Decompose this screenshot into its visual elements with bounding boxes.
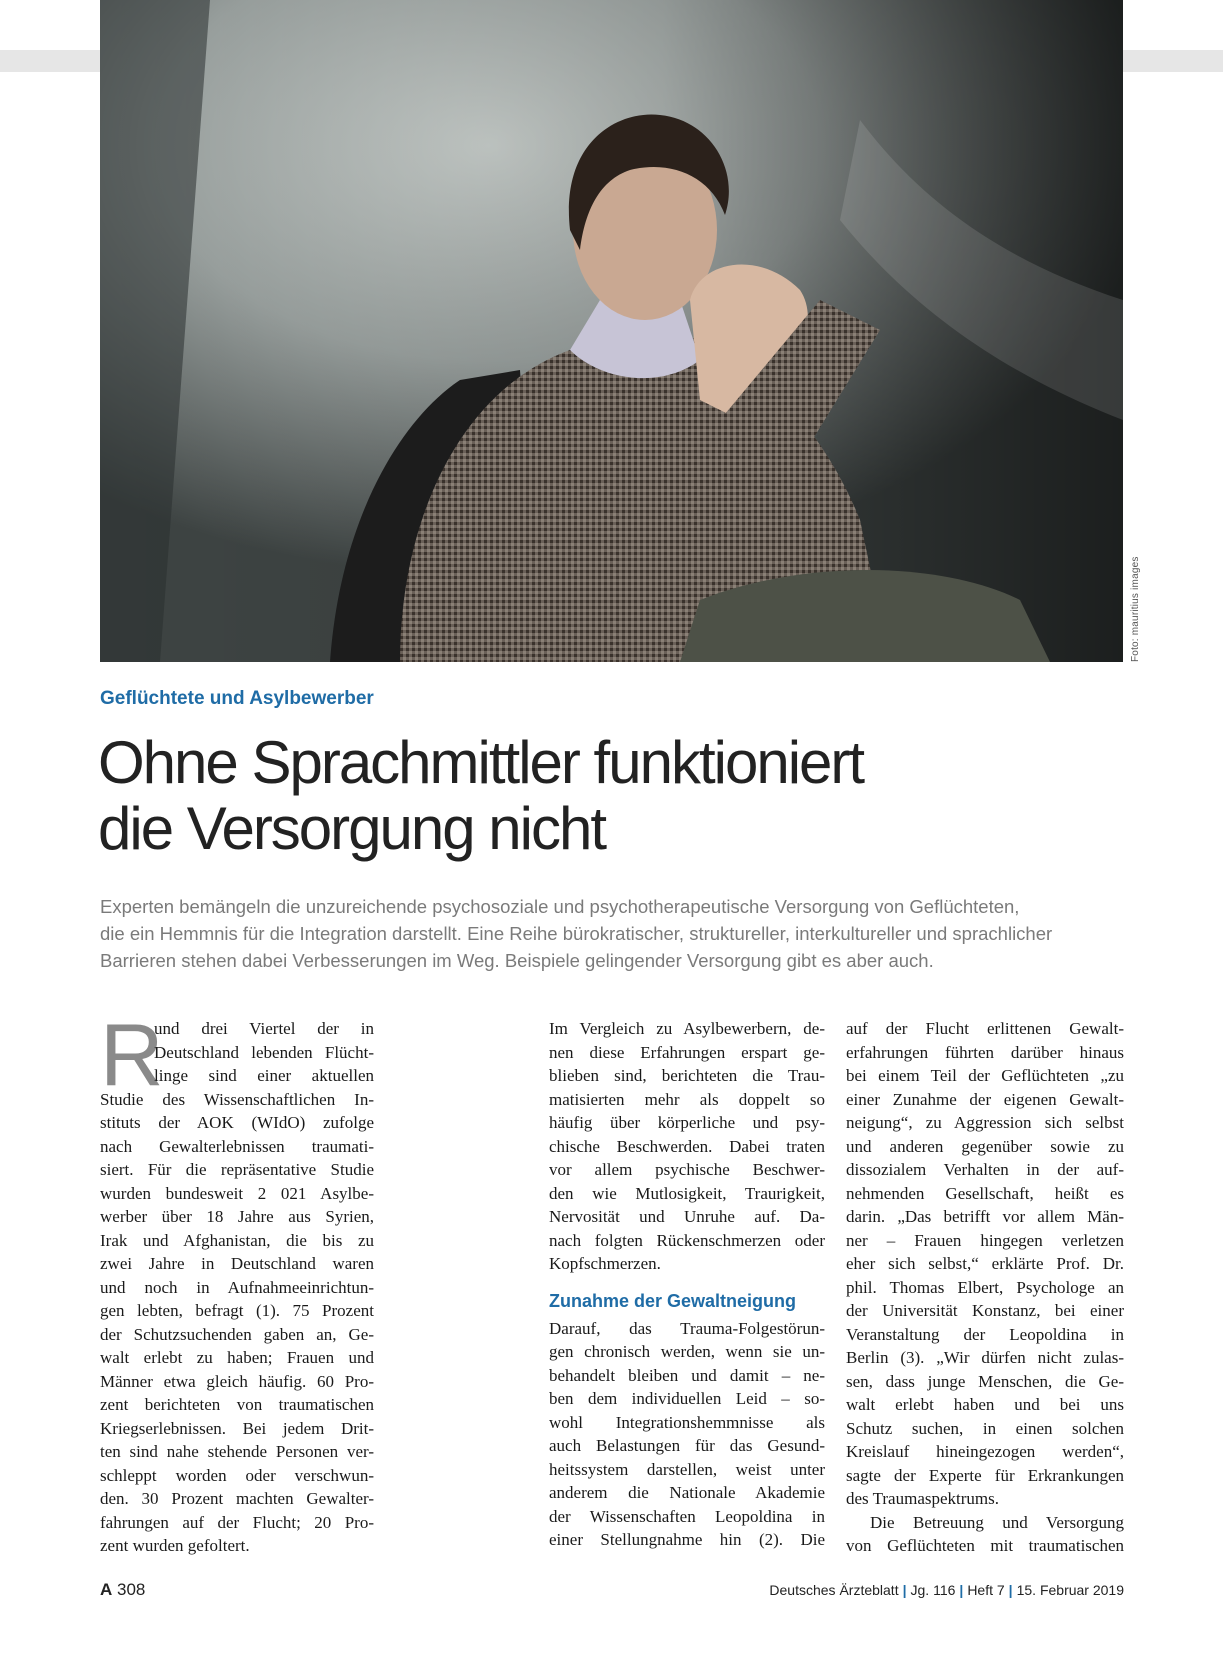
text-line: Männer etwa gleich häufig. 60 Pro- [100,1371,374,1391]
text-line: zent wurden gefoltert. [100,1536,250,1555]
text-line: bei einem Teil der Geflüchteten „zu [846,1066,1124,1085]
text-line: anderem die Nationale Akademie [549,1483,825,1502]
article-lead [100,893,1140,974]
text-line: neigung“, zu Aggression sich selbst [846,1113,1124,1132]
volume: Jg. 116 [910,1582,956,1598]
lead-line: Experten bemängeln die unzureichende psychosoziale und psychotherapeutische Versorgung von Geflüchteten, [100,896,1020,917]
text-line: Darauf, das Trauma-Folgestörun- [549,1318,825,1338]
headline-line: die Versorgung nicht [98,795,606,862]
text-line: ner – Frauen hingegen verletzen [846,1230,1124,1250]
text-line: Irak und Afghanistan, die bis zu [100,1230,374,1250]
text-line: siert. Für die repräsentative Studie [100,1160,374,1179]
publication-name: Deutsches Ärzteblatt [769,1582,899,1598]
page-number-value: 308 [117,1580,146,1599]
text-line: von Geflüchteten mit traumatischen [846,1536,1124,1555]
text-line: häufig über körperliche und psy- [549,1113,825,1132]
text-line: Berlin (3). „Wir dürfen nicht zulas- [846,1348,1124,1367]
text-line: des Traumaspektrums. [846,1489,999,1508]
text-line: matisierten mehr als doppelt so [549,1089,825,1109]
text-line: werber über 18 Jahre aus Syrien, [100,1207,374,1226]
text-line: Schutz suchen, in einen solchen [846,1418,1124,1438]
separator: | [1008,1582,1013,1598]
dropcap: R [100,1005,164,1104]
body-column-2-text-a [549,1017,825,1276]
text-line: zwei Jahre in Deutschland waren [100,1254,374,1273]
text-line: vor allem psychische Beschwer- [549,1160,825,1179]
text-line: Kopfschmerzen. [549,1254,661,1273]
text-line: sagte der Experte für Erkrankungen [846,1465,1124,1485]
text-line: wohl Integrationshemmnisse als [549,1412,825,1432]
issue-date: 15. Februar 2019 [1016,1582,1124,1598]
text-line: behandelt bleiben und damit – ne- [549,1365,825,1385]
text-line: walt erlebt haben und bei uns [846,1395,1124,1414]
publication-info [769,1582,1124,1598]
text-line: zent berichteten von traumatischen [100,1395,374,1414]
text-line: Im Vergleich zu Asylbewerbern, de- [549,1019,825,1038]
issue: Heft 7 [967,1582,1005,1598]
text-line: Nervosität und Unruhe auf. Da- [549,1207,825,1226]
section-subhead: Zunahme der Gewaltneigung [549,1290,797,1311]
text-line: Kriegserlebnissen. Bei jedem Drit- [100,1418,374,1438]
text-line: ten sind nahe stehende Personen ver- [100,1442,374,1461]
text-line: Veranstaltung der Leopoldina in [846,1324,1124,1344]
text-line: nen diese Erfahrungen erspart ge- [549,1042,825,1062]
text-line: sen, dass junge Menschen, die Ge- [846,1371,1124,1391]
text-line: wurden bundesweit 2 021 Asylbe- [100,1183,374,1203]
text-line: erfahrungen führten darüber hinaus [846,1042,1124,1062]
text-line: den. 30 Prozent machten Gewalter- [100,1489,374,1508]
page-number [100,1580,145,1600]
text-line: nehmenden Gesellschaft, heißt es [846,1183,1124,1203]
separator: | [902,1582,907,1598]
text-line: nach Gewalterlebnissen traumati- [100,1136,374,1156]
body-column-3-text [846,1017,1124,1558]
text-line: und anderen gegenüber sowie zu [846,1136,1124,1156]
text-line: auch Belastungen für das Gesund- [549,1436,825,1455]
text-line: fahrungen auf der Flucht; 20 Pro- [100,1512,374,1532]
dropcap-wrap-lines [100,1017,374,1088]
headline-line: Ohne Sprachmittler funktioniert [98,729,864,796]
body-column-1-text [100,1088,374,1558]
text-line: einer Zunahme der eigenen Gewalt- [846,1089,1124,1109]
text-line: und drei Viertel der in [154,1019,374,1038]
separator: | [959,1582,964,1598]
lead-line: Barrieren stehen dabei Verbesserungen im Weg. Beispiele gelingender Versorgung gibt es aber auch. [100,950,934,971]
text-line: einer Stellungnahme hin (2). Die [549,1530,825,1549]
body-column-2-text-b [549,1317,825,1552]
text-line: gen lebten, befragt (1). 75 Prozent [100,1301,374,1320]
text-line: der Universität Konstanz, bei einer [846,1301,1124,1320]
text-line: und noch in Aufnahmeeinrichtun- [100,1277,374,1297]
text-line: nach folgten Rückenschmerzen oder [549,1230,825,1250]
photo-illustration [100,0,1123,662]
text-line: schleppt worden oder verschwun- [100,1465,374,1485]
text-line: Die Betreuung und Versorgung [870,1512,1124,1532]
article-photo [100,0,1123,662]
text-line: chische Beschwerden. Dabei traten [549,1136,825,1156]
text-line: stituts der AOK (WIdO) zufolge [100,1113,374,1132]
text-line: der Wissenschaften Leopoldina in [549,1506,825,1526]
text-line: walt erlebt zu haben; Frauen und [100,1348,374,1367]
text-line: Kreislauf hineingezogen werden“, [846,1442,1124,1461]
text-line: gen chronisch werden, wenn sie un- [549,1342,825,1361]
body-column-3 [846,1017,1124,1558]
text-line: phil. Thomas Elbert, Psychologe an [846,1277,1124,1297]
page-footer [0,1580,1223,1610]
page-prefix: A [100,1580,113,1599]
text-line: dissozialem Verhalten in der auf- [846,1160,1124,1179]
text-line: eher sich selbst,“ erklärte Prof. Dr. [846,1254,1124,1273]
text-line: auf der Flucht erlittenen Gewalt- [846,1019,1124,1038]
text-line: ben dem individuellen Leid – so- [549,1389,825,1408]
text-line: linge sind einer aktuellen [154,1066,374,1085]
photo-credit-text: Foto: mauritius images [1130,556,1141,662]
text-line: Studie des Wissenschaftlichen In- [100,1089,374,1109]
text-line: Deutschland lebenden Flücht- [154,1042,374,1062]
body-column-2 [549,1017,825,1552]
body-column-1 [100,1017,374,1558]
article-kicker: Geflüchtete und Asylbewerber [100,688,374,709]
lead-line: die ein Hemmnis für die Integration darstellt. Eine Reihe bürokratischer, struktureller, interkultureller und sprachlicher [100,923,1053,944]
text-line: heitssystem darstellen, weist unter [549,1459,825,1479]
text-line: den wie Mutlosigkeit, Traurigkeit, [549,1183,825,1203]
article-headline [98,730,1098,862]
text-line: darin. „Das betrifft vor allem Män- [846,1207,1124,1226]
text-line: der Schutzsuchenden gaben an, Ge- [100,1324,374,1344]
text-line: blieben sind, berichteten die Trau- [549,1066,825,1085]
